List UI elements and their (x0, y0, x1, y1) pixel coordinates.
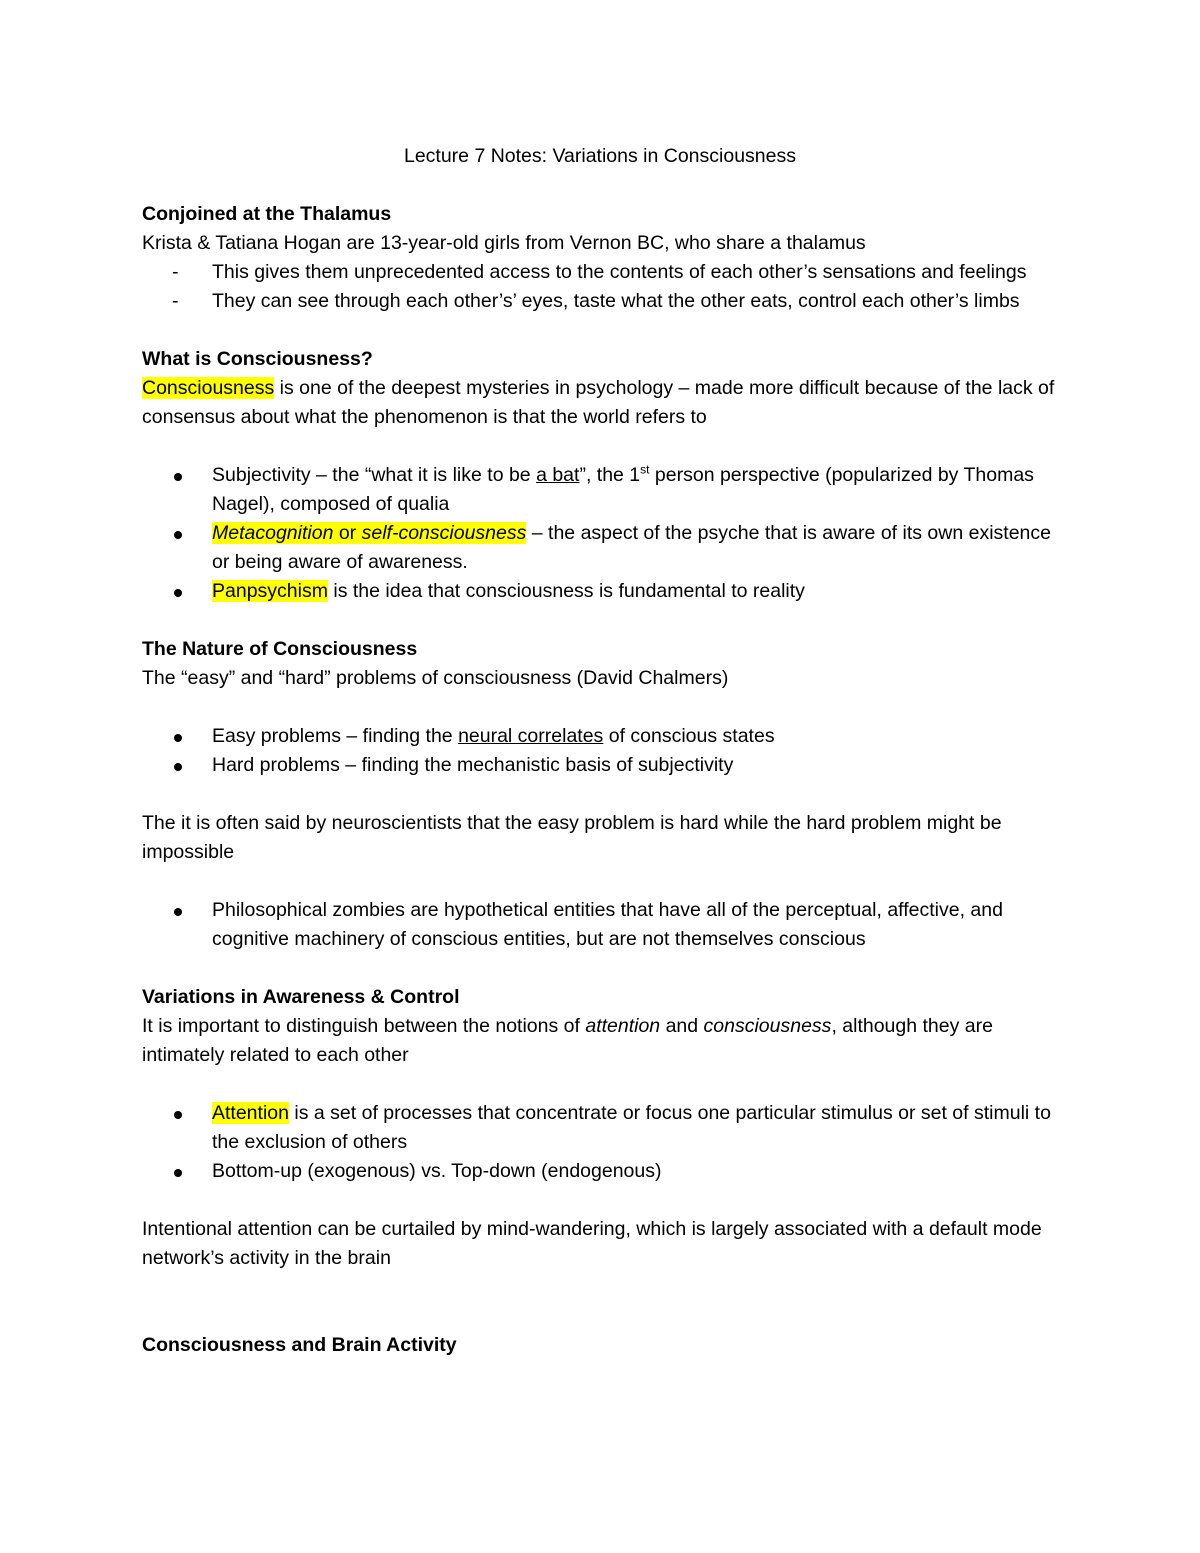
list-item: - They can see through each other’s’ eyes, taste what the other eats, control each other’s limbs (142, 287, 1067, 316)
list-item: Panpsychism is the idea that consciousness is fundamental to reality (142, 577, 1067, 606)
highlighted-term: Metacognition (212, 522, 334, 544)
list-item: Attention is a set of processes that concentrate or focus one particular stimulus or set of stimuli to the exclusion of others (142, 1099, 1067, 1157)
heading-what-is-consciousness: What is Consciousness? (142, 348, 373, 370)
neuroscientists-paragraph: The it is often said by neuroscientists that the easy problem is hard while the hard problem might be impossible (142, 812, 1002, 863)
consciousness-list (142, 461, 1067, 606)
list-item: Philosophical zombies are hypothetical entities that have all of the perceptual, affective, and cognitive machinery of conscious entities, but are not themselves conscious (142, 896, 1067, 954)
list-item: Metacognition or self-consciousness – the aspect of the psyche that is aware of its own existence or being aware of awareness. (142, 519, 1067, 577)
highlighted-term: self-consciousness (361, 522, 527, 544)
list-item: Hard problems – finding the mechanistic basis of subjectivity (142, 751, 1067, 780)
attention-list (142, 1099, 1067, 1186)
highlighted-term: Consciousness (142, 377, 275, 399)
heading-variations-awareness: Variations in Awareness & Control (142, 986, 460, 1008)
nature-intro: The “easy” and “hard” problems of consciousness (David Chalmers) (142, 667, 729, 689)
document-title: Lecture 7 Notes: Variations in Consciousness (403, 145, 796, 167)
mind-wandering-paragraph: Intentional attention can be curtailed by mind-wandering, which is largely associated with a default mode network’s activity in the brain (142, 1218, 1042, 1269)
list-item: Subjectivity – the “what it is like to be a bat”, the 1st person perspective (popularized by Thomas Nagel), composed of qualia (142, 461, 1067, 519)
heading-nature-of-consciousness: The Nature of Consciousness (142, 638, 418, 660)
list-item: - This gives them unprecedented access to the contents of each other’s sensations and feelings (142, 258, 1067, 287)
document-body (142, 200, 1067, 1360)
highlighted-term: Panpsychism (212, 580, 328, 602)
list-item: Easy problems – finding the neural correlates of conscious states (142, 722, 1067, 751)
heading-brain-activity: Consciousness and Brain Activity (142, 1334, 457, 1356)
consciousness-intro: Consciousness is one of the deepest mysteries in psychology – made more difficult because of the lack of consensus about what the phenomenon is that the world refers to (142, 377, 1055, 428)
thalamus-list (142, 258, 1067, 316)
underlined-text: a bat (536, 464, 580, 486)
heading-thalamus: Conjoined at the Thalamus (142, 203, 392, 225)
awareness-intro: It is important to distinguish between the notions of attention and consciousness, although they are intimately related to each other (142, 1015, 993, 1066)
zombies-list (142, 896, 1067, 954)
problems-list (142, 722, 1067, 780)
highlighted-term: Attention (212, 1102, 289, 1124)
underlined-text: neural correlates (458, 725, 604, 747)
list-item: Bottom-up (exogenous) vs. Top-down (endogenous) (142, 1157, 1067, 1186)
thalamus-intro: Krista & Tatiana Hogan are 13-year-old girls from Vernon BC, who share a thalamus (142, 232, 866, 254)
